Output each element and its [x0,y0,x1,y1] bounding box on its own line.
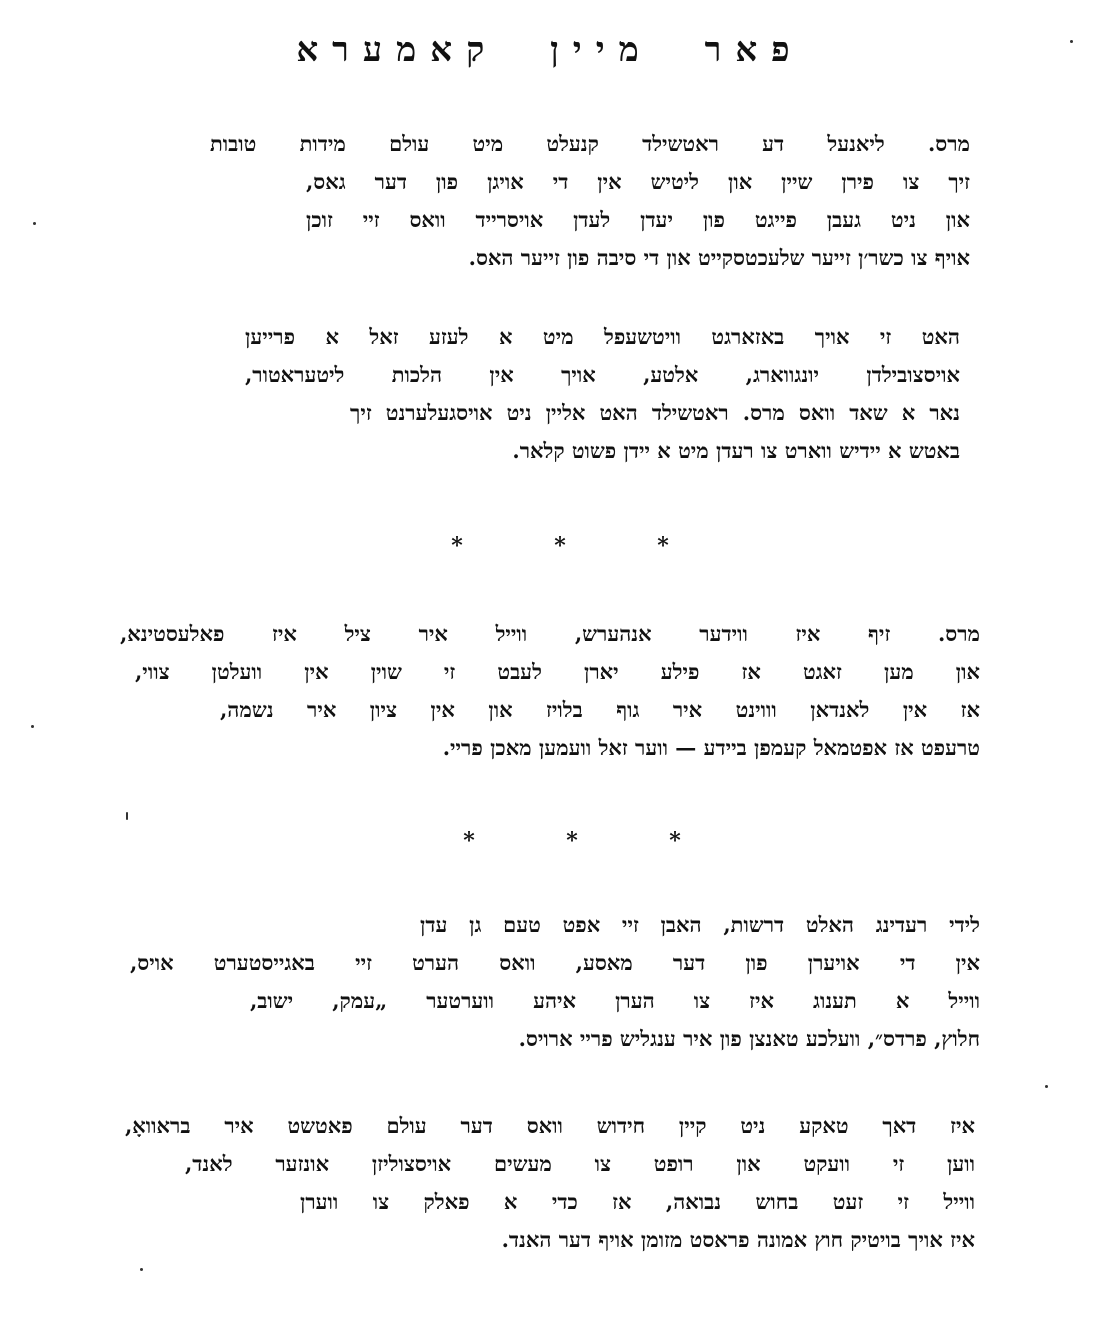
stanza-line: אז אין לאנדאן וווינט איר גוף בלויז און אין ציון איר נשמה, [220,697,980,722]
stanza-line: חלוץ, פרדס״, וועלכע טאנצן פון איר ענגליש פריי ארויס. [518,1026,980,1051]
stanza-line: ווייל א תענוג איז צו הערן איהע ווערטער „עמק, ישוב, [250,988,980,1013]
stanza-line: האט זי אויך באזארגט וויטשעפל מיט א לעזע זאל א פרייען [245,324,960,349]
stanza-line: און ניט געבן פייגט פון יעדן לעדן אויסרייד וואס זיי זוכן [306,207,970,232]
stanza-4 [130,906,980,1058]
stanza-line: און מען זאגט אז פילע יארן לעבט זי שוין אין וועלטן צווי, [135,659,980,684]
stanza-line: ווען זי וועקט און רופט צו מעשים אויסצוליזן אונזער לאנד, [185,1151,975,1176]
print-speck [33,222,36,225]
stanza-line: ווייל זי זעט בחוש נבואה, אז כדי א פאלק צו ווערן [300,1189,975,1214]
stanza-line: אויסצובילדן יונגווארג, אלטע, אויך אין הלכות ליטעראטור, [245,362,960,387]
page-title: פאר מיין קאמערא [296,30,804,70]
asterisk-mark: * [669,828,681,854]
asterisk-mark: * [554,533,566,559]
stanza-line: איז אויך בויטיק חוץ אמונה פראסט מזומן אויף דער האנד. [501,1227,975,1252]
stanza-line: נאר א שאד וואס מרס. ראטשילד האט אליין ניט אויסגעלערנט זיך [350,400,960,425]
stanza-line: אויף צו כשר׳ן זייער שלעכטסקייט און די סיבה פון זייער האס. [468,245,970,270]
print-speck [140,1268,143,1271]
stanza-line: מרס. זיף איז ווידער אנהערש, ווייל איר ציל איז פאלעסטינא, [120,621,980,646]
section-divider [462,828,682,854]
print-speck [1045,1085,1048,1088]
asterisk-mark: * [566,828,578,854]
asterisk-mark: * [657,533,669,559]
stanza-2 [100,318,960,470]
stanza-line: באטש א יידיש ווארט צו רעדן מיט א יידן פשוט קלאר. [512,438,960,463]
print-speck [126,812,128,820]
stanza-line: לידי רעדינג האלט דרשות, האבן זיי אפט טעם גן עדן [420,912,980,937]
print-speck [31,725,34,728]
stanza-1 [210,125,970,277]
stanza-line: אין די אויערן פון דער מאסע, וואס הערט זיי באגייסטערט אויס, [130,950,980,975]
section-divider [450,533,670,559]
stanza-line: איז דאך טאקע ניט קיין חידוש וואס דער עולם פאטשט איר בראוואָ, [125,1113,975,1138]
stanza-line: טרעפט אז אפטמאל קעמפן ביידע — ווער זאל וועמען מאכן פריי. [442,735,980,760]
stanza-3 [120,615,980,767]
asterisk-mark: * [463,828,475,854]
asterisk-mark: * [451,533,463,559]
stanza-5 [125,1107,975,1259]
stanza-line: מרס. ליאנעל דע ראטשילד קנעלט מיט עולם מידות טובות [210,131,970,156]
print-speck [1070,40,1073,43]
stanza-line: זיך צו פירן שיין און ליטיש אין די אויגן פון דער גאס, [306,169,970,194]
